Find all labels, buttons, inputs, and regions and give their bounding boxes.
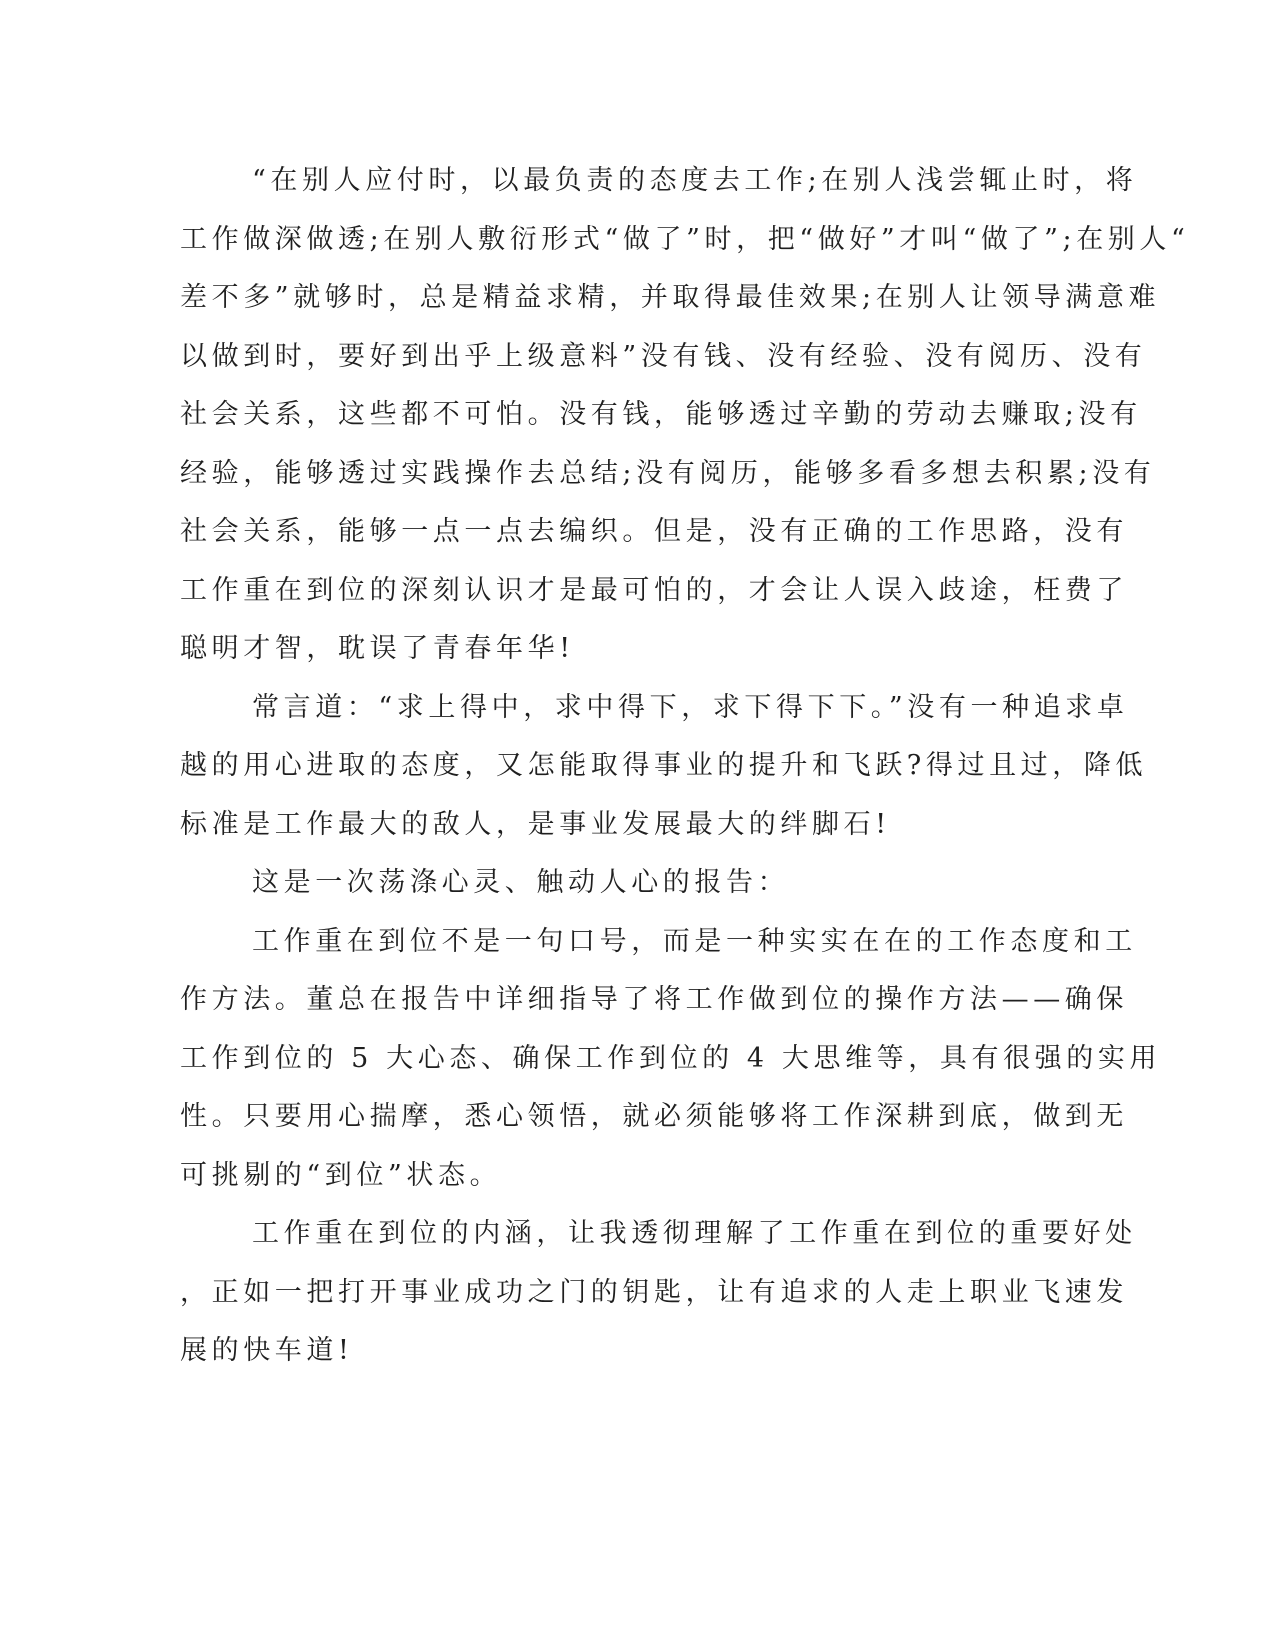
paragraph-5-line-1: 工作重在到位的内涵，让我透彻理解了工作重在到位的重要好处 xyxy=(252,1218,1137,1249)
paragraph-1-line-8: 工作重在到位的深刻认识才是最可怕的，才会让人误入歧途，枉费了 xyxy=(180,575,1128,606)
paragraph-3-line-1: 这是一次荡涤心灵、触动人心的报告： xyxy=(252,867,790,898)
paragraph-1-line-4: 以做到时，要好到出乎上级意料”没有钱、没有经验、没有阅历、没有 xyxy=(180,341,1147,372)
paragraph-4-line-3: 工作到位的 5 大心态、确保工作到位的 4 大思维等，具有很强的实用 xyxy=(180,1043,1162,1074)
paragraph-1-line-9: 聪明才智，耽误了青春年华! xyxy=(180,633,575,664)
paragraph-1-line-7: 社会关系，能够一点一点去编织。但是，没有正确的工作思路，没有 xyxy=(180,516,1128,547)
paragraph-4-line-4: 性。只要用心揣摩，悉心领悟，就必须能够将工作深耕到底，做到无 xyxy=(180,1101,1128,1132)
paragraph-2-line-3: 标准是工作最大的敌人，是事业发展最大的绊脚石! xyxy=(180,809,891,840)
paragraph-2-line-2: 越的用心进取的态度，又怎能取得事业的提升和飞跃?得过且过，降低 xyxy=(180,750,1148,781)
paragraph-4-line-1: 工作重在到位不是一句口号，而是一种实实在在的工作态度和工 xyxy=(252,926,1137,957)
paragraph-5-line-3: 展的快车道! xyxy=(180,1335,354,1366)
paragraph-1-line-3: 差不多”就够时，总是精益求精，并取得最佳效果;在别人让领导满意难 xyxy=(180,282,1161,313)
paragraph-2-line-1: 常言道：“求上得中，求中得下，求下得下下。”没有一种追求卓 xyxy=(252,692,1129,723)
paragraph-5-line-2: ，正如一把打开事业成功之门的钥匙，让有追求的人走上职业飞速发 xyxy=(180,1277,1128,1308)
paragraph-1-line-1: “在别人应付时，以最负责的态度去工作;在别人浅尝辄止时，将 xyxy=(252,165,1138,196)
paragraph-1-line-5: 社会关系，这些都不可怕。没有钱，能够透过辛勤的劳动去赚取;没有 xyxy=(180,399,1142,430)
paragraph-1-line-6: 经验，能够透过实践操作去总结;没有阅历，能够多看多想去积累;没有 xyxy=(180,458,1156,489)
paragraph-4-line-5: 可挑剔的“到位”状态。 xyxy=(180,1160,502,1191)
paragraph-1-line-2: 工作做深做透;在别人敷衍形式“做了”时，把“做好”才叫“做了”;在别人“ xyxy=(180,224,1190,255)
paragraph-4-line-2: 作方法。董总在报告中详细指导了将工作做到位的操作方法——确保 xyxy=(180,984,1128,1015)
